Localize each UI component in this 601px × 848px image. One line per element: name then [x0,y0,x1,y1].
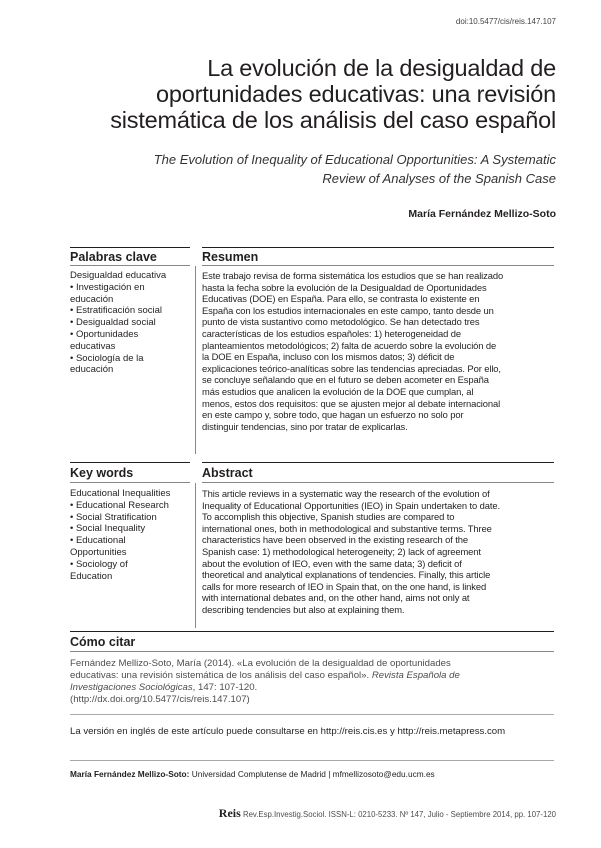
keyword: educación [70,293,114,305]
resumen-line: la DOE en España, incluso con los mismos datos; 3) déficit de [202,351,455,363]
keyword: Educational Inequalities [70,488,171,499]
heading-underline [70,482,190,483]
article-title [86,55,556,133]
title-line: oportunidades educativas: una revisión [155,81,556,107]
keyword: • Oportunidades [70,328,139,340]
abstract-line: theoretical and analytical explanations of tendencies. Finally, this article [202,569,491,581]
keyword: • Sociology of [70,558,128,570]
journal-name: Investigaciones Sociológicas [70,682,193,693]
palabras-clave-heading: Palabras clave [70,250,157,264]
column-divider [195,483,196,628]
title-line: sistemática de los análisis del caso español [110,107,556,133]
resumen-line: explicaciones teórico-analíticas sobre las tendencias apreciadas. Por ello, [202,362,501,374]
keyword: • Educational Research [70,499,169,511]
citation-text: , 147: 107-120. [192,682,258,693]
keyword: • Educational [70,535,126,547]
abstract-line: international ones, both in methodological and substantive terms. Three [202,522,492,534]
heading-underline [70,265,190,266]
resumen-line: punto de vista sustantivo como metodológico. Se han detectado tres [202,316,480,328]
affiliation-text: Universidad Complutense de Madrid | mfmellizosoto@edu.ucm.es [189,769,435,779]
resumen-line: Este trabajo revisa de forma sistemática los estudios que se han realizado [202,270,504,281]
resumen-line: hasta la fecha sobre la evolución de la Desigualdad de Oportunidades [202,281,487,293]
keyword: • Social Inequality [70,523,146,535]
abstract-text [202,488,554,616]
resumen-line: Educativas (DOE) en España. Para ello, se contrasta lo existente en [202,293,480,305]
resumen-heading: Resumen [202,250,259,264]
keyword: educación [70,364,114,376]
title-en-line: The Evolution of Inequality of Educational Opportunities: A Systematic [153,152,556,167]
divider [70,714,554,715]
abstract-heading: Abstract [202,466,253,480]
abstract-line: Spanish case: 1) methodological heterogeneity; 2) lack of agreement [202,545,481,557]
author-name: María Fernández Mellizo-Soto [408,208,556,220]
resumen-line: en este campo y, sobre todo, que hagan un esfuerzo no solo por [202,409,464,421]
keyword: educativas [70,340,116,352]
keyword: • Social Stratification [70,511,157,523]
resumen-text [202,270,554,432]
abstract-line: Inequality of Educational Opportunities (IEO) in Spain undertaken to date. [202,499,500,511]
heading-underline [202,265,554,266]
citation-line [70,670,540,682]
abstract-line: This article reviews in a systematic way the research of the evolution of [202,488,490,499]
keyword: • Sociología de la [70,352,144,364]
journal-name: Revista Española de [371,670,460,681]
abstract-line: with international debates and, on the other hand, aims not only at [202,592,470,604]
citation [70,658,540,706]
title-line: La evolución de la desigualdad de [207,55,556,81]
doi-label: doi:10.5477/cis/reis.147.107 [455,17,556,26]
abstract-line: describing tendencies but also at explaining them. [202,603,405,615]
keyword: Education [70,570,113,582]
palabras-clave-list [70,270,190,376]
author-affiliation [70,769,435,779]
keyword: • Desigualdad social [70,317,156,329]
key-words-heading: Key words [70,466,134,480]
abstract-line: characteristics have been observed in the existing research of the [202,534,468,546]
abstract-line: calls for more research of IEO in Spain that, on the one hand, is linked [202,580,487,592]
citation-doi-link[interactable]: (http://dx.doi.org/10.5477/cis/reis.147.107) [70,694,250,705]
keyword: Opportunities [70,546,127,558]
como-citar-heading: Cómo citar [70,635,136,649]
resumen-line: España con los estudios internacionales en este campo, tanto desde un [202,304,494,316]
section-rule [70,631,554,632]
section-rule [202,462,554,463]
affiliation-name: María Fernández Mellizo-Soto: [70,769,190,779]
heading-underline [70,651,554,652]
english-version-note: La versión en inglés de este artículo puede consultarse en http://reis.cis.es y http://reis.metapress.com [70,726,506,737]
divider [70,760,554,761]
resumen-line: menos, estos dos requisitos: que se ajusten mejor al debate internacional [202,397,501,409]
key-words-list [70,488,190,582]
resumen-line: más estudios que analicen la evolución de la DOE que cumplan, al [202,385,474,397]
footer-text: Rev.Esp.Investig.Sociol. ISSN-L: 0210-5233. Nº 147, Julio - Septiembre 2014, pp. 107-120 [240,810,556,819]
citation-text: educativas: una revisión sistemática de los análisis del caso español». [70,670,372,681]
page-footer [219,806,556,821]
journal-logo: Reis [218,806,241,820]
section-rule [70,247,190,248]
abstract-line: about the evolution of IEO, even with the same data; 3) deficit of [202,557,462,569]
keyword: Desigualdad educativa [70,270,167,281]
title-en-line: Review of Analyses of the Spanish Case [322,171,556,186]
section-rule [202,247,554,248]
keyword: • Investigación en [70,281,145,293]
article-title-english [86,150,556,188]
citation-line [70,682,540,694]
abstract-line: To accomplish this objective, Spanish studies are compared to [202,511,455,523]
citation-line: Fernández Mellizo-Soto, María (2014). «La evolución de la desigualdad de oportunidades [70,658,451,669]
resumen-line: planteamientos metodológicos; 2) falta de acuerdo sobre la evolución de [202,339,497,351]
section-rule [70,462,190,463]
keyword: • Estratificación social [70,305,163,317]
heading-underline [202,482,554,483]
resumen-line: características de los estudios españoles: 1) heterogeneidad de [202,327,461,339]
column-divider [195,266,196,454]
resumen-line: se concluye señalando que en el futuro se deben acometer en España [202,374,489,386]
resumen-line: distinguir tendencias, sino por tratar de explicarlas. [202,420,408,432]
